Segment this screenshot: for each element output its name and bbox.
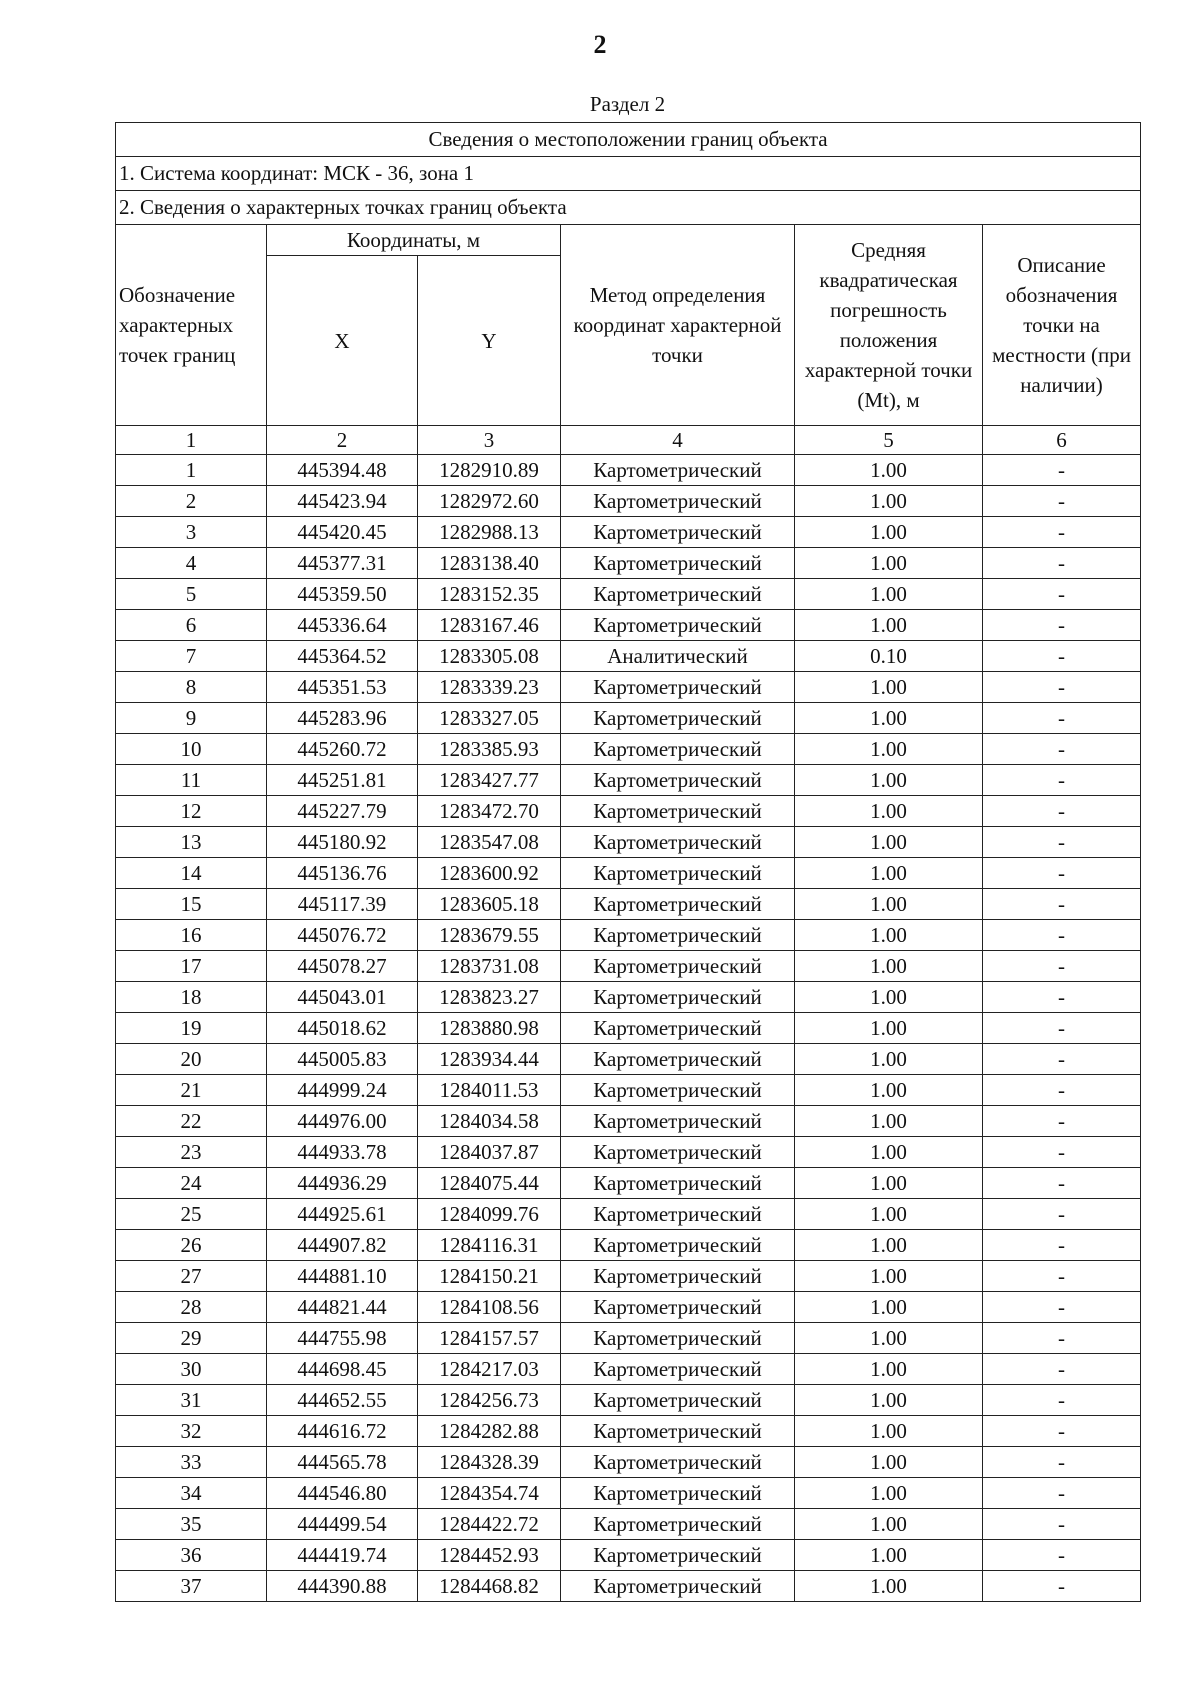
coord-x: 445005.83 [267,1044,418,1075]
table-row [116,827,1141,858]
points-heading-row: 2. Сведения о характерных точках границ объекта [116,191,1141,225]
coord-y: 1283327.05 [418,703,561,734]
coord-x: 445117.39 [267,889,418,920]
point-number: 32 [116,1416,267,1447]
coord-x: 445136.76 [267,858,418,889]
coord-y: 1283305.08 [418,641,561,672]
description: - [983,796,1141,827]
table-row [116,1106,1141,1137]
point-number: 13 [116,827,267,858]
method: Картометрический [561,1416,795,1447]
header-designation: Обозначение характерных точек границ [116,225,267,426]
mt-error: 1.00 [795,1385,983,1416]
description: - [983,1075,1141,1106]
coord-x: 444419.74 [267,1540,418,1571]
coord-y: 1283138.40 [418,548,561,579]
table-row [116,1509,1141,1540]
description: - [983,1137,1141,1168]
point-number: 20 [116,1044,267,1075]
mt-error: 1.00 [795,951,983,982]
coord-x: 444881.10 [267,1261,418,1292]
method: Картометрический [561,765,795,796]
coord-y: 1284468.82 [418,1571,561,1602]
mt-error: 1.00 [795,610,983,641]
description: - [983,672,1141,703]
table-title: Сведения о местоположении границ объекта [116,123,1141,157]
coord-x: 445076.72 [267,920,418,951]
mt-error: 1.00 [795,486,983,517]
method: Картометрический [561,672,795,703]
table-row [116,1292,1141,1323]
method: Картометрический [561,1044,795,1075]
mt-error: 1.00 [795,1106,983,1137]
description: - [983,1261,1141,1292]
mt-error: 1.00 [795,1230,983,1261]
section-title: Раздел 2 [589,92,666,116]
description: - [983,486,1141,517]
method: Картометрический [561,734,795,765]
method: Картометрический [561,517,795,548]
coord-x: 444499.54 [267,1509,418,1540]
coord-x: 445043.01 [267,982,418,1013]
description: - [983,827,1141,858]
description: - [983,1509,1141,1540]
description: - [983,641,1141,672]
mt-error: 1.00 [795,579,983,610]
header-y: Y [418,256,561,426]
point-number: 36 [116,1540,267,1571]
coord-y: 1283823.27 [418,982,561,1013]
mt-error: 1.00 [795,548,983,579]
description: - [983,889,1141,920]
mt-error: 1.00 [795,1292,983,1323]
table-row [116,1323,1141,1354]
table-row [116,889,1141,920]
coord-x: 444546.80 [267,1478,418,1509]
mt-error: 1.00 [795,455,983,486]
coord-y: 1283731.08 [418,951,561,982]
table-row [116,796,1141,827]
table-row [116,703,1141,734]
method: Картометрический [561,455,795,486]
mt-error: 1.00 [795,827,983,858]
coord-y: 1283547.08 [418,827,561,858]
mt-error: 0.10 [795,641,983,672]
description: - [983,1230,1141,1261]
coord-x: 445364.52 [267,641,418,672]
description: - [983,1044,1141,1075]
coord-x: 444698.45 [267,1354,418,1385]
table-row [116,982,1141,1013]
table-row [116,1354,1141,1385]
method: Картометрический [561,858,795,889]
point-number: 21 [116,1075,267,1106]
method: Картометрический [561,610,795,641]
mt-error: 1.00 [795,1044,983,1075]
method: Аналитический [561,641,795,672]
description: - [983,1106,1141,1137]
mt-error: 1.00 [795,1199,983,1230]
coord-x: 445377.31 [267,548,418,579]
mt-error: 1.00 [795,672,983,703]
coord-y: 1283472.70 [418,796,561,827]
coord-y: 1284422.72 [418,1509,561,1540]
column-number: 1 [116,426,267,455]
description: - [983,1385,1141,1416]
coord-y: 1283880.98 [418,1013,561,1044]
point-number: 3 [116,517,267,548]
description: - [983,1013,1141,1044]
point-number: 4 [116,548,267,579]
coord-x: 444616.72 [267,1416,418,1447]
mt-error: 1.00 [795,734,983,765]
coord-y: 1284354.74 [418,1478,561,1509]
point-number: 27 [116,1261,267,1292]
method: Картометрический [561,1447,795,1478]
point-number: 15 [116,889,267,920]
column-numbers-row [116,426,1141,455]
description: - [983,982,1141,1013]
point-number: 11 [116,765,267,796]
method: Картометрический [561,1540,795,1571]
table-row [116,1199,1141,1230]
description: - [983,920,1141,951]
point-number: 12 [116,796,267,827]
description: - [983,1416,1141,1447]
coord-x: 444907.82 [267,1230,418,1261]
method: Картометрический [561,1509,795,1540]
description: - [983,858,1141,889]
coord-y: 1284282.88 [418,1416,561,1447]
point-number: 14 [116,858,267,889]
table-row [116,1385,1141,1416]
point-number: 17 [116,951,267,982]
point-number: 18 [116,982,267,1013]
coord-y: 1283385.93 [418,734,561,765]
point-number: 33 [116,1447,267,1478]
table-row [116,610,1141,641]
coord-y: 1283339.23 [418,672,561,703]
header-description: Описание обозначения точки на местности (при наличии) [983,225,1141,426]
method: Картометрический [561,1385,795,1416]
coord-x: 445423.94 [267,486,418,517]
table-row [116,641,1141,672]
coord-y: 1283152.35 [418,579,561,610]
coord-y: 1284037.87 [418,1137,561,1168]
description: - [983,548,1141,579]
point-number: 26 [116,1230,267,1261]
point-number: 25 [116,1199,267,1230]
description: - [983,703,1141,734]
coord-x: 444565.78 [267,1447,418,1478]
mt-error: 1.00 [795,1540,983,1571]
mt-error: 1.00 [795,1478,983,1509]
coord-y: 1283679.55 [418,920,561,951]
header-error: Средняя квадратическая погрешность положения характерной точки (Mt), м [795,225,983,426]
coord-x: 444976.00 [267,1106,418,1137]
method: Картометрический [561,1230,795,1261]
coord-x: 445227.79 [267,796,418,827]
description: - [983,1168,1141,1199]
coord-x: 445251.81 [267,765,418,796]
coord-x: 444925.61 [267,1199,418,1230]
description: - [983,1478,1141,1509]
table-row [116,672,1141,703]
description: - [983,455,1141,486]
method: Картометрический [561,1354,795,1385]
table-row [116,1416,1141,1447]
method: Картометрический [561,1137,795,1168]
header-x: X [267,256,418,426]
method: Картометрический [561,579,795,610]
description: - [983,1540,1141,1571]
column-number: 2 [267,426,418,455]
coord-y: 1284328.39 [418,1447,561,1478]
mt-error: 1.00 [795,858,983,889]
table-row [116,858,1141,889]
method: Картометрический [561,1013,795,1044]
description: - [983,1571,1141,1602]
table-row [116,486,1141,517]
point-number: 28 [116,1292,267,1323]
description: - [983,765,1141,796]
description: - [983,1447,1141,1478]
coord-y: 1284150.21 [418,1261,561,1292]
table-row [116,765,1141,796]
coord-y: 1284157.57 [418,1323,561,1354]
point-number: 37 [116,1571,267,1602]
point-number: 22 [116,1106,267,1137]
coord-x: 444652.55 [267,1385,418,1416]
coord-y: 1284011.53 [418,1075,561,1106]
method: Картометрический [561,827,795,858]
table-row [116,1044,1141,1075]
description: - [983,734,1141,765]
method: Картометрический [561,703,795,734]
description: - [983,517,1141,548]
point-number: 16 [116,920,267,951]
coord-y: 1282972.60 [418,486,561,517]
coord-y: 1284034.58 [418,1106,561,1137]
point-number: 8 [116,672,267,703]
method: Картометрический [561,1261,795,1292]
mt-error: 1.00 [795,889,983,920]
mt-error: 1.00 [795,1447,983,1478]
coord-y: 1283934.44 [418,1044,561,1075]
table-row [116,579,1141,610]
method: Картометрический [561,796,795,827]
table-row [116,951,1141,982]
description: - [983,1292,1141,1323]
method: Картометрический [561,1199,795,1230]
table-row [116,1168,1141,1199]
point-number: 2 [116,486,267,517]
coord-x: 445283.96 [267,703,418,734]
mt-error: 1.00 [795,1416,983,1447]
table-row [116,1540,1141,1571]
coord-y: 1283427.77 [418,765,561,796]
method: Картометрический [561,1075,795,1106]
table-row [116,548,1141,579]
description: - [983,951,1141,982]
column-number: 4 [561,426,795,455]
coord-y: 1284217.03 [418,1354,561,1385]
table-row [116,1013,1141,1044]
table-row [116,1137,1141,1168]
point-number: 34 [116,1478,267,1509]
mt-error: 1.00 [795,1571,983,1602]
mt-error: 1.00 [795,765,983,796]
table-row [116,1075,1141,1106]
point-number: 6 [116,610,267,641]
method: Картометрический [561,1478,795,1509]
point-number: 29 [116,1323,267,1354]
coord-y: 1284099.76 [418,1199,561,1230]
column-number: 3 [418,426,561,455]
coord-y: 1284075.44 [418,1168,561,1199]
table-row [116,1571,1141,1602]
table-row [116,1478,1141,1509]
point-number: 1 [116,455,267,486]
mt-error: 1.00 [795,1137,983,1168]
mt-error: 1.00 [795,1261,983,1292]
coord-y: 1284108.56 [418,1292,561,1323]
mt-error: 1.00 [795,1013,983,1044]
column-number: 6 [983,426,1141,455]
mt-error: 1.00 [795,1075,983,1106]
point-number: 19 [116,1013,267,1044]
column-number: 5 [795,426,983,455]
header-coordinates: Координаты, м [267,225,561,256]
description: - [983,610,1141,641]
point-number: 10 [116,734,267,765]
method: Картометрический [561,982,795,1013]
coord-y: 1284116.31 [418,1230,561,1261]
coord-x: 445078.27 [267,951,418,982]
coord-x: 444999.24 [267,1075,418,1106]
coord-y: 1282910.89 [418,455,561,486]
mt-error: 1.00 [795,1323,983,1354]
point-number: 5 [116,579,267,610]
mt-error: 1.00 [795,1354,983,1385]
description: - [983,1199,1141,1230]
method: Картометрический [561,951,795,982]
header-method: Метод определения координат характерной точки [561,225,795,426]
description: - [983,1323,1141,1354]
method: Картометрический [561,548,795,579]
table-row [116,1447,1141,1478]
coord-x: 445394.48 [267,455,418,486]
point-number: 35 [116,1509,267,1540]
method: Картометрический [561,1323,795,1354]
method: Картометрический [561,1106,795,1137]
mt-error: 1.00 [795,703,983,734]
coord-x: 445359.50 [267,579,418,610]
method: Картометрический [561,1168,795,1199]
coord-y: 1283167.46 [418,610,561,641]
coord-x: 444390.88 [267,1571,418,1602]
coord-x: 444936.29 [267,1168,418,1199]
method: Картометрический [561,1571,795,1602]
table-row [116,1261,1141,1292]
coord-x: 445336.64 [267,610,418,641]
point-number: 24 [116,1168,267,1199]
coord-x: 445018.62 [267,1013,418,1044]
method: Картометрический [561,889,795,920]
point-number: 31 [116,1385,267,1416]
boundary-points-table [115,122,1141,1602]
point-number: 23 [116,1137,267,1168]
coord-x: 444821.44 [267,1292,418,1323]
point-number: 30 [116,1354,267,1385]
coord-y: 1284452.93 [418,1540,561,1571]
coord-x: 444755.98 [267,1323,418,1354]
mt-error: 1.00 [795,796,983,827]
mt-error: 1.00 [795,1168,983,1199]
method: Картометрический [561,1292,795,1323]
mt-error: 1.00 [795,920,983,951]
page-number: 2 [593,30,607,59]
coord-y: 1283600.92 [418,858,561,889]
table-row [116,734,1141,765]
coord-x: 444933.78 [267,1137,418,1168]
coord-x: 445180.92 [267,827,418,858]
mt-error: 1.00 [795,982,983,1013]
description: - [983,1354,1141,1385]
table-row [116,1230,1141,1261]
coord-y: 1284256.73 [418,1385,561,1416]
mt-error: 1.00 [795,517,983,548]
coord-x: 445420.45 [267,517,418,548]
point-number: 9 [116,703,267,734]
coord-x: 445351.53 [267,672,418,703]
method: Картометрический [561,920,795,951]
coord-y: 1283605.18 [418,889,561,920]
table-row [116,455,1141,486]
description: - [983,579,1141,610]
table-row [116,517,1141,548]
table-row [116,920,1141,951]
method: Картометрический [561,486,795,517]
mt-error: 1.00 [795,1509,983,1540]
coord-system-row: 1. Система координат: МСК - 36, зона 1 [116,157,1141,191]
coord-y: 1282988.13 [418,517,561,548]
point-number: 7 [116,641,267,672]
coord-x: 445260.72 [267,734,418,765]
